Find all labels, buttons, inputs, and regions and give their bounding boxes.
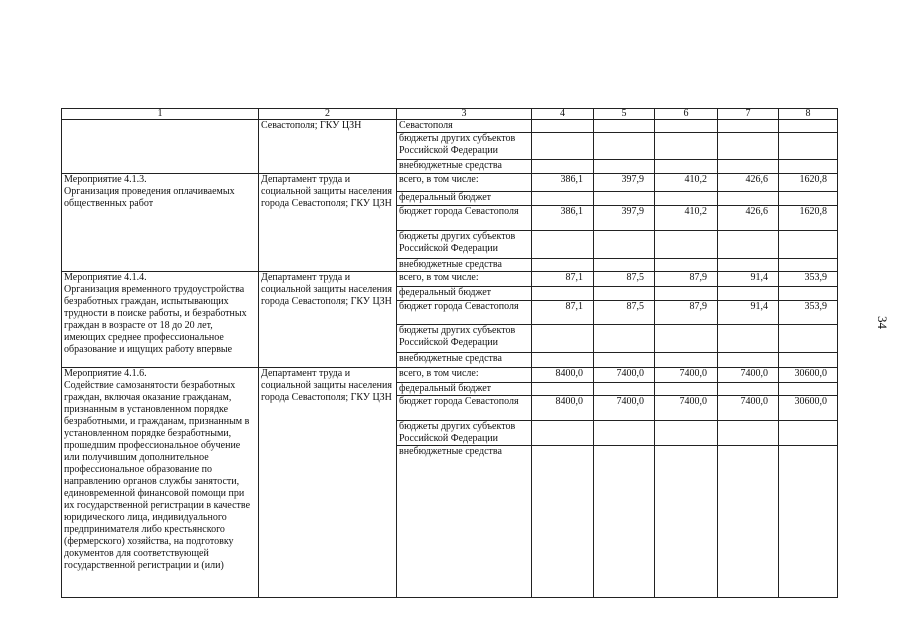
value-cell [532,120,594,133]
header-cell: 5 [594,109,655,120]
value-cell [779,160,838,174]
funding-source-cell: всего, в том числе: [397,368,532,383]
executor-cell: Департамент труда и социальной защиты населения города Севастополя; ГКУ ЦЗН [259,174,397,272]
table-row [62,368,838,383]
value-cell [718,325,779,353]
value-cell: 1620,8 [779,174,838,192]
funding-source-cell: внебюджетные средства [397,259,532,272]
measure-cell: Мероприятие 4.1.4. Организация временного трудоустройства безработных граждан, испытывающих трудности в поиске работы, и безработных граждан в возрасте от 18 до 20 лет, имеющих среднее профессиональное образование и ищущих работу впервые [62,272,259,368]
value-cell [594,231,655,259]
value-cell [532,160,594,174]
executor-cell: Департамент труда и социальной защиты населения города Севастополя; ГКУ ЦЗН [259,368,397,598]
value-cell [532,287,594,301]
value-cell [779,287,838,301]
value-cell: 87,9 [655,301,718,325]
value-cell [532,192,594,206]
value-cell: 30600,0 [779,396,838,421]
value-cell [655,231,718,259]
funding-source-cell: всего, в том числе: [397,174,532,192]
value-cell [718,259,779,272]
value-cell [532,325,594,353]
header-cell: 3 [397,109,532,120]
value-cell: 397,9 [594,206,655,231]
value-cell: 386,1 [532,174,594,192]
value-cell [718,383,779,396]
value-cell: 410,2 [655,206,718,231]
value-cell: 91,4 [718,272,779,287]
funding-source-cell: бюджеты других субъектов Российской Федерации [397,231,532,259]
measure-cell: Мероприятие 4.1.3. Организация проведения оплачиваемых общественных работ [62,174,259,272]
table-row [62,174,838,192]
value-cell [594,421,655,446]
value-cell [655,133,718,160]
value-cell: 87,1 [532,301,594,325]
value-cell [655,421,718,446]
value-cell [779,192,838,206]
value-cell [718,421,779,446]
funding-source-cell: бюджет города Севастополя [397,206,532,231]
value-cell [594,446,655,598]
value-cell [532,353,594,368]
funding-source-cell: всего, в том числе: [397,272,532,287]
table-row [62,272,838,287]
value-cell [594,383,655,396]
value-cell [718,353,779,368]
value-cell [594,325,655,353]
value-cell: 7400,0 [594,368,655,383]
value-cell: 353,9 [779,301,838,325]
header-cell: 4 [532,109,594,120]
value-cell [532,231,594,259]
funding-source-cell: внебюджетные средства [397,160,532,174]
value-cell [655,160,718,174]
value-cell [779,259,838,272]
value-cell: 353,9 [779,272,838,287]
value-cell [718,446,779,598]
value-cell [532,259,594,272]
page-number: 34 [875,316,890,329]
value-cell: 426,6 [718,174,779,192]
header-cell: 6 [655,109,718,120]
value-cell [779,383,838,396]
funding-source-cell: Севастополя [397,120,532,133]
value-cell [594,353,655,368]
header-cell: 7 [718,109,779,120]
value-cell [779,120,838,133]
budget-table [61,108,838,598]
value-cell [655,259,718,272]
value-cell: 87,1 [532,272,594,287]
value-cell: 7400,0 [594,396,655,421]
funding-source-cell: бюджеты других субъектов Российской Федерации [397,325,532,353]
value-cell: 8400,0 [532,396,594,421]
executor-cell: Севастополя; ГКУ ЦЗН [259,120,397,174]
value-cell: 87,9 [655,272,718,287]
value-cell [594,192,655,206]
value-cell: 30600,0 [779,368,838,383]
value-cell [655,287,718,301]
value-cell: 7400,0 [718,396,779,421]
value-cell [779,421,838,446]
value-cell: 91,4 [718,301,779,325]
value-cell [655,353,718,368]
header-cell: 1 [62,109,259,120]
header-cell: 2 [259,109,397,120]
funding-source-cell: бюджет города Севастополя [397,396,532,421]
value-cell [532,421,594,446]
funding-source-cell: федеральный бюджет [397,287,532,301]
value-cell [779,446,838,598]
funding-source-cell: федеральный бюджет [397,383,532,396]
value-cell: 7400,0 [718,368,779,383]
value-cell [779,325,838,353]
value-cell [718,133,779,160]
header-row [62,109,838,120]
value-cell: 1620,8 [779,206,838,231]
value-cell: 397,9 [594,174,655,192]
funding-source-cell: федеральный бюджет [397,192,532,206]
value-cell: 410,2 [655,174,718,192]
value-cell [779,133,838,160]
measure-cell [62,120,259,174]
value-cell: 7400,0 [655,368,718,383]
funding-source-cell: бюджеты других субъектов Российской Федерации [397,421,532,446]
header-cell: 8 [779,109,838,120]
value-cell: 426,6 [718,206,779,231]
value-cell [718,287,779,301]
value-cell [532,446,594,598]
value-cell: 7400,0 [655,396,718,421]
value-cell [718,160,779,174]
measure-cell: Мероприятие 4.1.6. Содействие самозанятости безработных граждан, включая оказание гражданам, признанным в установленном порядке безработными, и гражданам, признанным в установленном порядке безработными, прошедшим профессиональное обучение или получившим дополнительное профессиональное образование по направлению органов службы занятости, единовременной финансовой помощи при их государственной регистрации в качестве юридического лица, индивидуального предпринимателя либо крестьянского (фермерского) хозяйства, на подготовку документов для соответствующей государственной регистрации и (или) [62,368,259,598]
value-cell [655,192,718,206]
funding-source-cell: бюджеты других субъектов Российской Федерации [397,133,532,160]
executor-cell: Департамент труда и социальной защиты населения города Севастополя; ГКУ ЦЗН [259,272,397,368]
value-cell [779,231,838,259]
value-cell [655,325,718,353]
value-cell: 386,1 [532,206,594,231]
funding-source-cell: внебюджетные средства [397,353,532,368]
value-cell: 87,5 [594,272,655,287]
value-cell [718,120,779,133]
funding-source-cell: бюджет города Севастополя [397,301,532,325]
value-cell [594,120,655,133]
value-cell: 87,5 [594,301,655,325]
value-cell [594,259,655,272]
value-cell [718,231,779,259]
value-cell [594,160,655,174]
value-cell [594,133,655,160]
value-cell [655,120,718,133]
value-cell [718,192,779,206]
value-cell [532,383,594,396]
value-cell [655,446,718,598]
funding-source-cell: внебюджетные средства [397,446,532,598]
value-cell: 8400,0 [532,368,594,383]
value-cell [779,353,838,368]
value-cell [594,287,655,301]
value-cell [532,133,594,160]
value-cell [655,383,718,396]
table-row [62,120,838,133]
